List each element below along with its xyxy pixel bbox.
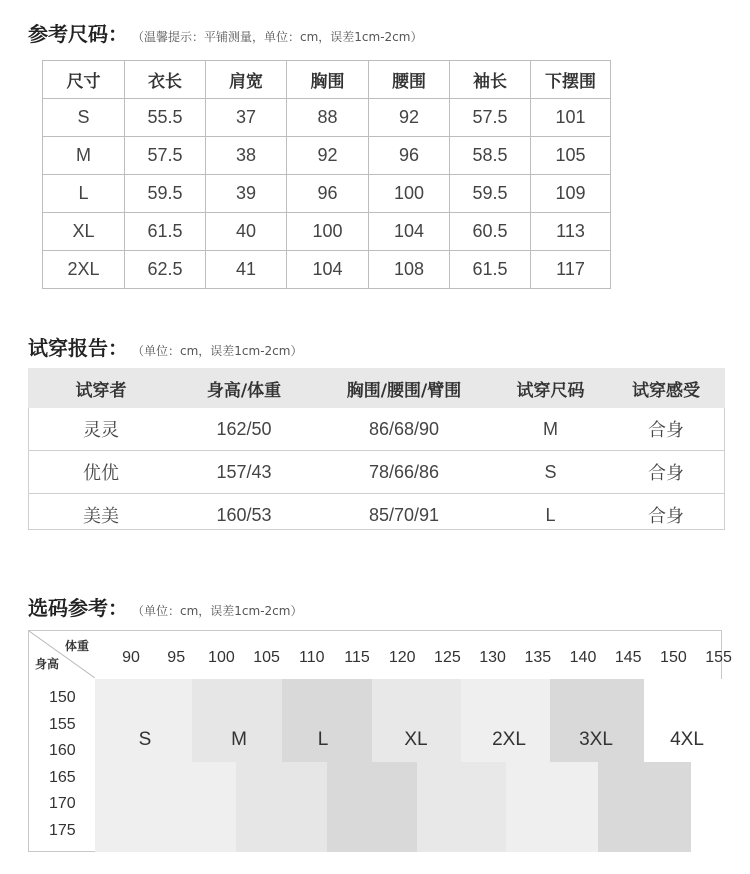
size-band-label: 2XL: [492, 729, 526, 750]
weight-label: 140: [569, 649, 597, 666]
trial-header: 试穿者: [28, 368, 174, 408]
table-cell: 104: [369, 213, 450, 251]
table-cell: 59.5: [450, 175, 531, 213]
size-selection-grid: [28, 630, 732, 852]
table-cell: 60.5: [450, 213, 531, 251]
weight-label: 135: [524, 649, 552, 666]
table-row: [43, 175, 611, 213]
table-cell: 美美: [83, 506, 119, 526]
height-label: 170: [49, 795, 76, 812]
table-cell: 57.5: [450, 99, 531, 137]
size-chart-header: 袖长: [450, 61, 531, 99]
table-cell: 40: [206, 213, 287, 251]
table-cell: 85/70/91: [368, 504, 440, 525]
table-cell: 37: [206, 99, 287, 137]
table-cell: 38: [206, 137, 287, 175]
table-cell: S: [494, 451, 607, 494]
size-band: [417, 762, 506, 852]
table-cell: XL: [43, 213, 125, 251]
trial-report-table: [28, 368, 725, 536]
weight-label: 150: [660, 649, 687, 666]
size-chart-note: （温馨提示：平铺测量，单位：cm，误差1cm-2cm）: [138, 30, 423, 44]
table-cell: 55.5: [125, 99, 206, 137]
size-chart-header: 肩宽: [206, 61, 287, 99]
table-cell: L: [545, 504, 556, 525]
size-band: [691, 762, 723, 852]
height-label: 175: [49, 821, 76, 839]
table-cell: 86/68/90: [314, 408, 494, 451]
table-cell: 优优: [28, 451, 174, 494]
size-band-label: XL: [404, 729, 428, 750]
weight-label: 125: [434, 649, 461, 666]
table-cell: 合身: [607, 408, 725, 451]
size-band: [236, 762, 327, 852]
size-chart-title: [28, 18, 422, 47]
table-cell: 62.5: [125, 251, 206, 289]
table-row: [43, 137, 611, 175]
size-band-label: L: [317, 729, 329, 750]
table-row: [28, 451, 725, 494]
table-row: [43, 99, 611, 137]
size-chart-header: 衣长: [125, 61, 206, 99]
trial-report-title: [28, 332, 302, 361]
weight-label: 155: [705, 649, 732, 666]
table-cell: M: [494, 408, 607, 451]
table-cell: 117: [531, 251, 611, 289]
weight-label: 95: [167, 649, 186, 666]
size-band-label: S: [138, 729, 152, 750]
table-cell: M: [43, 137, 125, 175]
table-cell: 96: [287, 175, 369, 213]
table-cell: 59.5: [125, 175, 206, 213]
table-cell: 39: [206, 175, 287, 213]
size-selection-heading: 选码参考：: [28, 596, 128, 620]
height-label: 155: [49, 715, 76, 733]
table-cell: 100: [369, 175, 450, 213]
size-band: [506, 762, 598, 852]
height-label: 150: [49, 689, 76, 706]
table-cell: 78/66/86: [314, 451, 494, 494]
size-band-label: M: [231, 729, 247, 750]
size-selection-note: （单位：cm，误差1cm-2cm）: [138, 604, 303, 618]
size-chart-heading: 参考尺码：: [28, 22, 128, 46]
size-chart-header: 尺寸: [43, 61, 125, 99]
corner-weight-label: 体重: [64, 639, 89, 653]
size-chart-header: 胸围: [287, 61, 369, 99]
table-row: [43, 213, 611, 251]
weight-label: 100: [208, 649, 235, 666]
table-cell: 92: [369, 99, 450, 137]
trial-report-heading: 试穿报告：: [28, 336, 128, 360]
table-cell: 41: [206, 251, 287, 289]
table-row: [28, 408, 725, 451]
table-cell: S: [43, 99, 125, 137]
height-label: 165: [49, 768, 76, 786]
size-band: [95, 762, 236, 852]
size-band: [598, 762, 691, 852]
size-chart-table: [42, 60, 611, 289]
table-cell: 92: [287, 137, 369, 175]
size-band: [327, 762, 417, 852]
table-cell: 104: [287, 251, 369, 289]
table-cell: 57.5: [125, 137, 206, 175]
table-cell: 105: [531, 137, 611, 175]
table-cell: 88: [287, 99, 369, 137]
table-cell: 100: [287, 213, 369, 251]
weight-label: 90: [122, 649, 140, 666]
weight-label: 120: [388, 649, 416, 666]
table-cell: 108: [369, 251, 450, 289]
table-cell: 合身: [648, 506, 684, 526]
trial-header: 试穿感受: [607, 368, 725, 408]
table-cell: 2XL: [43, 251, 125, 289]
table-cell: 101: [531, 99, 611, 137]
height-label: 160: [49, 742, 76, 759]
weight-label: 130: [479, 649, 506, 666]
table-row: [28, 494, 725, 537]
table-cell: 109: [531, 175, 611, 213]
weight-label: 110: [299, 649, 325, 666]
table-row: [43, 251, 611, 289]
trial-header: 身高/体重: [174, 368, 314, 408]
table-cell: 61.5: [125, 213, 206, 251]
table-cell: 96: [369, 137, 450, 175]
size-chart-header-row: [43, 61, 611, 99]
table-cell: 162/50: [174, 408, 314, 451]
table-cell: L: [43, 175, 125, 213]
table-cell: 灵灵: [28, 408, 174, 451]
corner-height-label: 身高: [35, 657, 60, 671]
table-cell: 160/53: [216, 504, 272, 525]
trial-report-note: （单位：cm，误差1cm-2cm）: [138, 344, 303, 358]
size-selection-title: [28, 592, 302, 621]
size-chart-header: 腰围: [369, 61, 450, 99]
weight-label: 105: [253, 649, 280, 666]
trial-header: 试穿尺码: [494, 368, 607, 408]
size-band-label: 4XL: [670, 729, 704, 750]
table-cell: 157/43: [174, 451, 314, 494]
weight-label: 145: [614, 649, 642, 666]
table-cell: 合身: [607, 451, 725, 494]
table-cell: 61.5: [450, 251, 531, 289]
trial-header-row: [28, 368, 725, 408]
size-chart-header: 下摆围: [531, 61, 611, 99]
table-cell: 58.5: [450, 137, 531, 175]
trial-header: 胸围/腰围/臂围: [314, 368, 494, 408]
weight-label: 115: [344, 649, 370, 666]
table-cell: 113: [531, 213, 611, 251]
size-band-label: 3XL: [579, 729, 613, 750]
